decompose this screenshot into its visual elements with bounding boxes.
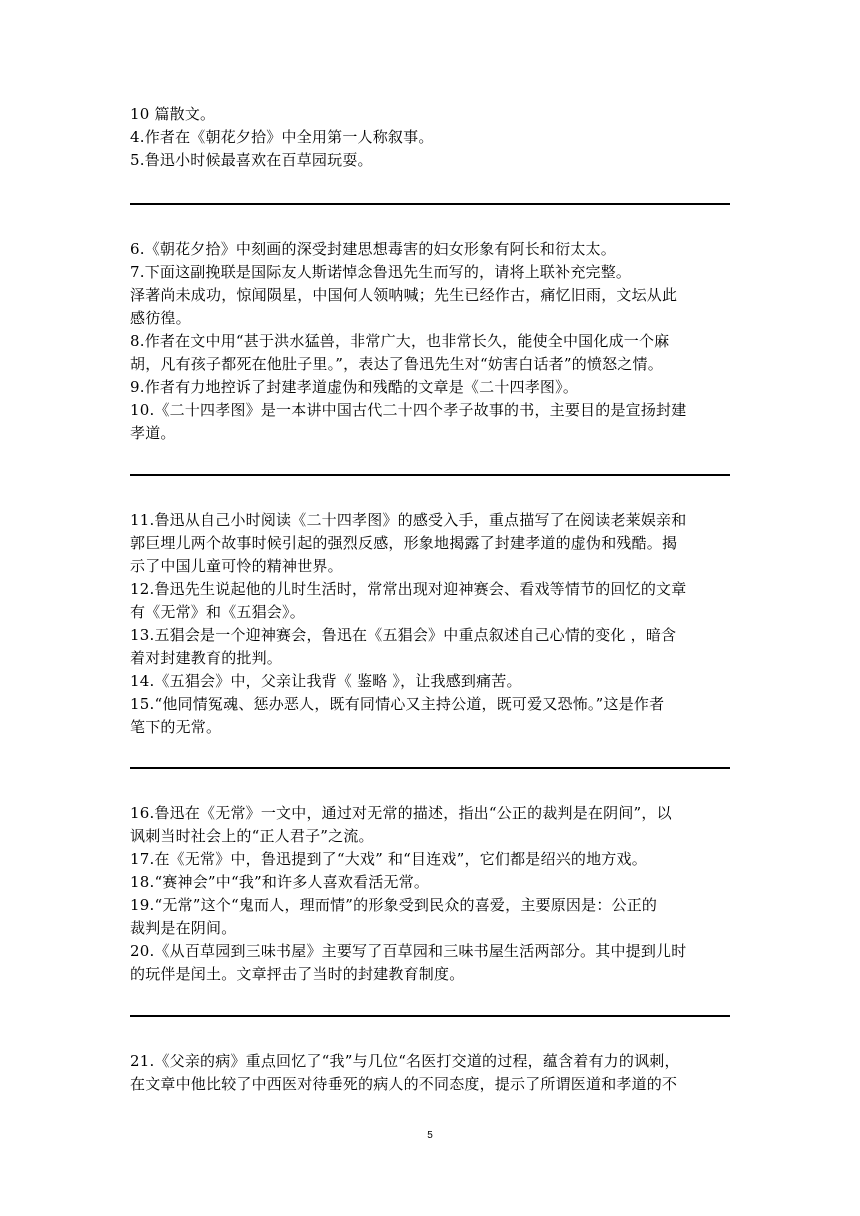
text-line: 在文章中他比较了中西医对待垂死的病人的不同态度，提示了所谓医道和孝道的不 bbox=[130, 1075, 678, 1093]
question-group-1 bbox=[130, 103, 730, 172]
text-line: 讽刺当时社会上的“正人君子”之流。 bbox=[130, 827, 374, 845]
text-line: 10 篇散文。 bbox=[130, 105, 216, 123]
text-line: 8.作者在文中用“甚于洪水猛兽，非常广大，也非常长久，能使全中国化成一个麻 bbox=[130, 332, 670, 350]
text-line: 12.鲁迅先生说起他的儿时生活时，常常出现对迎神赛会、看戏等情节的回忆的文章 bbox=[130, 580, 687, 598]
text-line: 4.作者在《朝花夕拾》中全用第一人称叙事。 bbox=[130, 128, 434, 146]
text-line: 5.鲁迅小时候最喜欢在百草园玩耍。 bbox=[130, 151, 373, 169]
text-line: 的玩伴是闰土。文章抨击了当时的封建教育制度。 bbox=[130, 965, 465, 983]
text-line: 7.下面这副挽联是国际友人斯诺悼念鲁迅先生而写的，请将上联补充完整。 bbox=[130, 263, 632, 281]
text-line: 16.鲁迅在《无常》一文中，通过对无常的描述，指出“公正的裁判是在阴间”，以 bbox=[130, 804, 672, 822]
text-line: 感彷徨。 bbox=[130, 309, 191, 327]
text-line: 15.“他同情冤魂、惩办恶人，既有同情心又主持公道，既可爱又恐怖。”这是作者 bbox=[130, 695, 665, 713]
text-line: 11.鲁迅从自己小时阅读《二十四孝图》的感受入手，重点描写了在阅读老莱娱亲和 bbox=[130, 511, 687, 529]
page-number: 5 bbox=[427, 1130, 433, 1141]
text-line: 着对封建教育的批判。 bbox=[130, 649, 283, 667]
text-line: 胡，凡有孩子都死在他肚子里。”，表达了鲁迅先生对“妨害白话者”的愤怒之情。 bbox=[130, 355, 663, 373]
question-group-4 bbox=[130, 802, 730, 986]
text-line: 21.《父亲的病》重点回忆了“我”与几位“名医打交道的过程，蕴含着有力的讽刺， bbox=[130, 1052, 680, 1070]
text-line: 19.“无常”这个“鬼而人，理而情”的形象受到民众的喜爱，主要原因是：公正的 bbox=[130, 896, 658, 914]
text-line: 9.作者有力地控诉了封建孝道虚伪和残酷的文章是《二十四孝图》。 bbox=[130, 378, 579, 396]
question-group-5 bbox=[130, 1050, 730, 1096]
section-divider bbox=[130, 1015, 730, 1017]
text-line: 有《无常》和《五猖会》。 bbox=[130, 603, 305, 621]
text-line: 孝道。 bbox=[130, 424, 176, 442]
text-line: 14.《五猖会》中，父亲让我背《 鉴略 》，让我感到痛苦。 bbox=[130, 672, 522, 690]
text-line: 13.五猖会是一个迎神赛会，鲁迅在《五猖会》中重点叙述自己心情的变化 ，暗含 bbox=[130, 626, 677, 644]
text-line: 郭巨埋儿两个故事时候引起的强烈反感，形象地揭露了封建孝道的虚伪和残酷。揭 bbox=[130, 534, 678, 552]
text-line: 18.“赛神会”中“我”和许多人喜欢看活无常。 bbox=[130, 873, 430, 891]
text-line: 6.《朝花夕拾》中刻画的深受封建思想毒害的妇女形象有阿长和衍太太。 bbox=[130, 240, 616, 258]
section-divider bbox=[130, 203, 730, 205]
text-line: 笔下的无常。 bbox=[130, 718, 222, 736]
text-line: 17.在《无常》中，鲁迅提到了“大戏” 和“目连戏”，它们都是绍兴的地方戏。 bbox=[130, 850, 647, 868]
section-divider bbox=[130, 474, 730, 476]
text-line: 裁判是在阴间。 bbox=[130, 919, 237, 937]
text-line: 示了中国儿童可怜的精神世界。 bbox=[130, 557, 343, 575]
section-divider bbox=[130, 767, 730, 769]
text-line: 10.《二十四孝图》是一本讲中国古代二十四个孝子故事的书，主要目的是宣扬封建 bbox=[130, 401, 687, 419]
question-group-2 bbox=[130, 238, 730, 445]
text-line: 20.《从百草园到三味书屋》主要写了百草园和三味书屋生活两部分。其中提到儿时 bbox=[130, 942, 687, 960]
text-line: 泽著尚未成功，惊闻陨星，中国何人领呐喊；先生已经作古，痛忆旧雨，文坛从此 bbox=[130, 286, 678, 304]
question-group-3 bbox=[130, 509, 730, 739]
